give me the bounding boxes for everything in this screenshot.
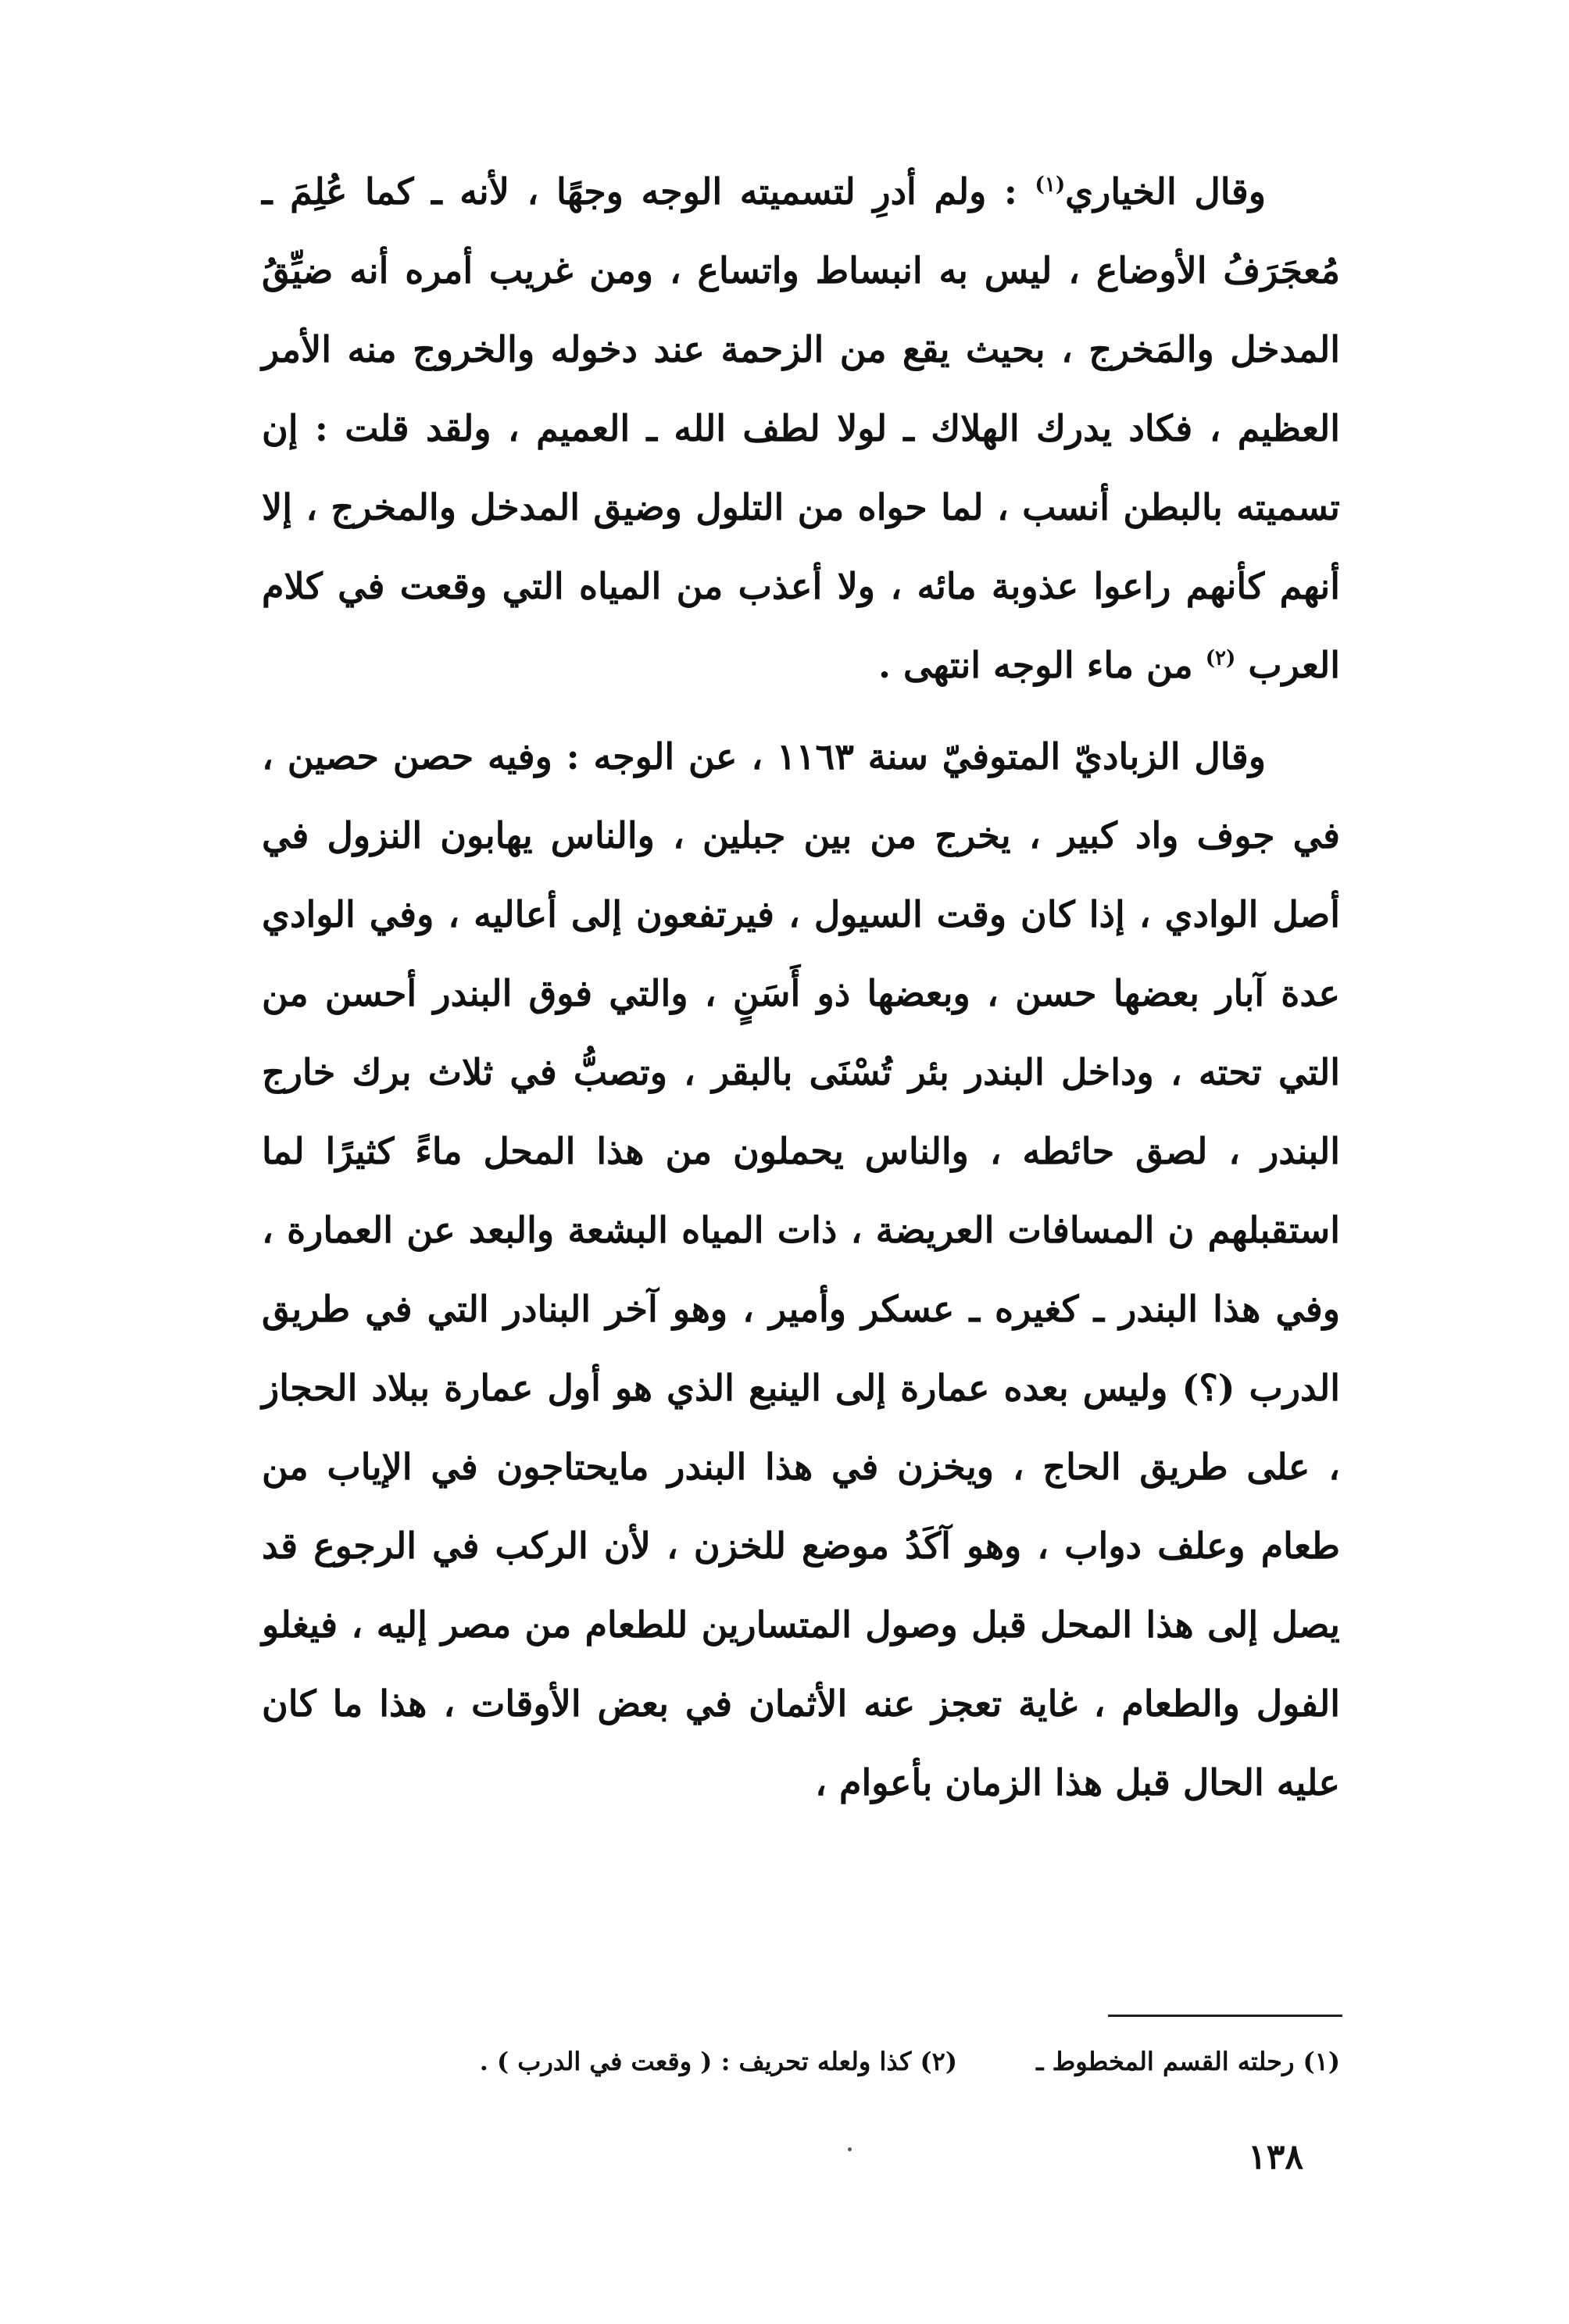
paragraph-tail: من ماء الوجه انتهى . (878, 644, 1206, 686)
page-number: ١٣٨ (1248, 2137, 1303, 2177)
paragraph-khiyari-quote (262, 152, 1340, 705)
footnote-ref-2: (٢) (1205, 646, 1236, 670)
footnote-ref-1: (١) (1035, 173, 1066, 197)
footnotes (262, 2038, 1340, 2085)
body-text (262, 152, 1340, 1822)
paragraph-lead: وقال الخياري (1065, 170, 1266, 213)
footnote-divider (1108, 2015, 1342, 2017)
footnote-2: (٢) كذا ولعله تحريف : ( وقعت في الدرب ) . (479, 2047, 957, 2076)
paragraph-body: : ولم أدرِ لتسميته الوجه وجهًا ، لأنه ـ كما عُلِمَ ـ مُعجَرَفُ الأوضاع ، ليس به انبساط واتساع ، ومن غريب أمره أنه ضيِّقُ المدخل والمَخرج ، بحيث يقع من الزحمة عند دخوله والخروج منه الأمر العظيم ، فكاد يدرك الهلاك ـ لولا لطف الله ـ العميم ، ولقد قلت : إن تسميته بالبطن أنسب ، لما حواه من التلول وضيق المدخل والمخرج ، إلا أنهم كأنهم راعوا عذوبة مائه ، ولا أعذب من المياه التي وقعت في كلام العرب (262, 170, 1340, 686)
print-speck (848, 2147, 852, 2151)
paragraph-zabadi-quote: وقال الزباديّ المتوفيّ سنة ١١٦٣ ، عن الوجه : وفيه حصن حصين ، في جوف واد كبير ، يخرج من بين جبلين ، والناس يهابون النزول في أصل الوادي ، إذا كان وقت السيول ، فيرتفعون إلى أعاليه ، وفي الوادي عدة آبار بعضها حسن ، وبعضها ذو أَسَنٍ ، والتي فوق البندر أحسن من التي تحته ، وداخل البندر بئر تُسْنَى بالبقر ، وتصبُّ في ثلاث برك خارج البندر ، لصق حائطه ، والناس يحملون من هذا المحل ماءً كثيرًا لما استقبلهم ن المسافات العريضة ، ذات المياه البشعة والبعد عن العمارة ، وفي هذا البندر ـ كغيره ـ عسكر وأمير ، وهو آخر البنادر التي في طريق الدرب (؟) وليس بعده عمارة إلى الينبع الذي هو أول عمارة ببلاد الحجاز ، على طريق الحاج ، ويخزن في هذا البندر مايحتاجون في الإياب من طعام وعلف دواب ، وهو آكَدُ موضع للخزن ، لأن الركب في الرجوع قد يصل إلى هذا المحل قبل وصول المتسارين للطعام من مصر إليه ، فيغلو الفول والطعام ، غاية تعجز عنه الأثمان في بعض الأوقات ، هذا ما كان عليه الحال قبل هذا الزمان بأعوام ، (262, 735, 1340, 1804)
footnote-1: (١) رحلته القسم المخطوط ـ (1036, 2047, 1340, 2076)
